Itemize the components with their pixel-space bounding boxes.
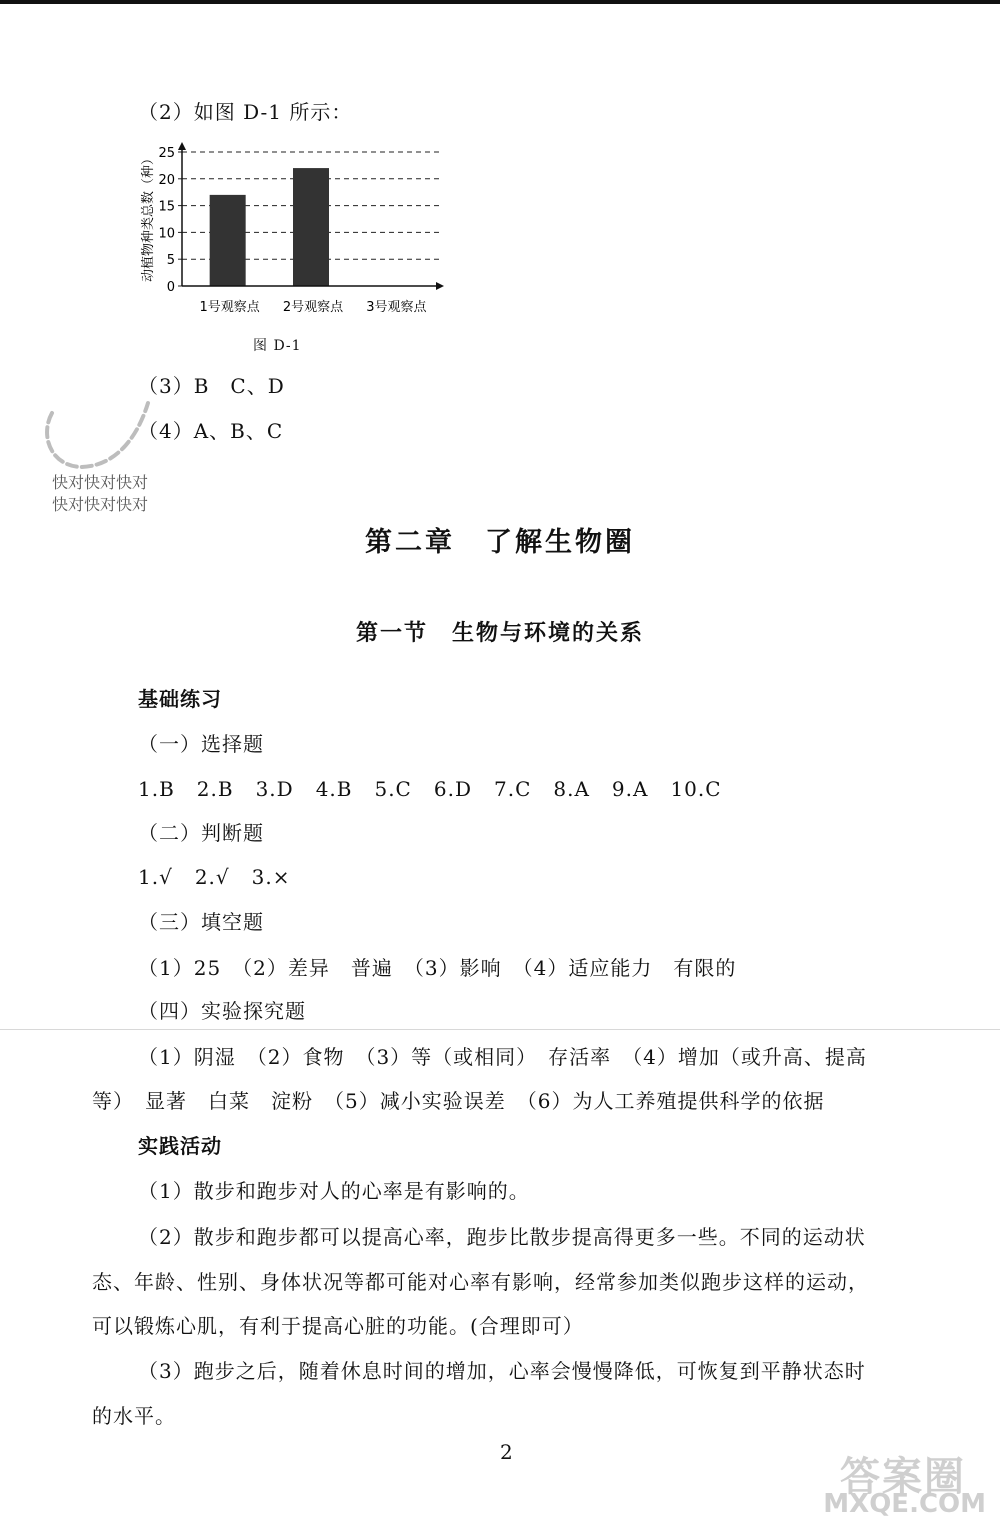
- section-title: 第一节 生物与环境的关系: [355, 621, 644, 646]
- experiment-answers-line-2: 等） 显著 白菜 淀粉 （5）减小实验误差 （6）为人工养殖提供科学的依据: [92, 1089, 825, 1113]
- scan-divider: [0, 1029, 1000, 1030]
- y-axis-label: 动植物种类总数（种）: [141, 151, 156, 283]
- corner-logo-domain: MXQE.COM: [823, 1489, 986, 1519]
- choice-answers: [138, 776, 744, 802]
- y-tick-label-0: 0: [166, 280, 175, 295]
- x-category-label-2: 2号观察点: [282, 300, 344, 315]
- corner-logo-text: 答案圈: [840, 1454, 966, 1500]
- choice-answer-3: 3.D: [255, 777, 294, 801]
- bar-1: [210, 195, 246, 286]
- practice-answer-1: （1）散步和跑步对人的心率是有影响的。: [138, 1179, 530, 1203]
- choice-answer-4: 4.B: [315, 777, 353, 801]
- choice-answer-6: 6.D: [433, 777, 472, 801]
- question-3-answer: （3）B C、D: [138, 374, 285, 398]
- judge-heading: （二）判断题: [138, 821, 264, 845]
- top-border: [0, 0, 1000, 4]
- watermark-line-1: 快对快对快对: [52, 473, 149, 492]
- bar-2: [293, 168, 329, 286]
- choice-answer-8: 8.A: [553, 777, 590, 801]
- y-axis-arrow: [178, 142, 186, 150]
- basic-practice-heading: 基础练习: [138, 687, 222, 711]
- experiment-heading: （四）实验探究题: [138, 999, 306, 1023]
- choice-answer-2: 2.B: [196, 777, 234, 801]
- fill-answers: （1）25 （2）差异 普遍 （3）影响 （4）适应能力 有限的: [138, 956, 737, 980]
- judge-answer-2: 2.√: [194, 865, 230, 889]
- choice-heading: （一）选择题: [138, 732, 264, 756]
- x-category-label-3: 3号观察点: [366, 300, 427, 315]
- bar-chart-d1: [132, 140, 452, 340]
- x-axis-arrow: [436, 282, 444, 290]
- figure-caption: 图 D-1: [253, 338, 302, 354]
- choice-answer-7: 7.C: [493, 777, 532, 801]
- practice-answer-2-line-3: 可以锻炼心肌，有利于提高心脏的功能。(合理即可）: [92, 1314, 584, 1338]
- practice-answer-2-line-1: （2）散步和跑步都可以提高心率，跑步比散步提高得更多一些。不同的运动状: [138, 1225, 866, 1249]
- chapter-title: 第二章 了解生物圈: [365, 527, 635, 558]
- watermark-line-2: 快对快对快对: [52, 495, 149, 514]
- judge-answer-1: 1.√: [138, 865, 173, 889]
- experiment-answers-line-1: （1）阴湿 （2）食物 （3）等（或相同） 存活率 （4）增加（或升高、提高: [138, 1045, 867, 1069]
- judge-answers: [138, 864, 313, 890]
- corner-watermark-logo: [806, 1445, 986, 1525]
- practice-answer-3-line-2: 的水平。: [92, 1404, 176, 1428]
- y-tick-label-25: 25: [158, 146, 175, 161]
- fill-heading: （三）填空题: [138, 910, 264, 934]
- y-tick-label-10: 10: [158, 226, 175, 242]
- x-category-label-1: 1号观察点: [199, 300, 260, 315]
- y-tick-label-15: 15: [158, 199, 175, 215]
- practice-answer-2-line-2: 态、年龄、性别、身体状况等都可能对心率有影响，经常参加类似跑步这样的运动，: [92, 1270, 869, 1294]
- page-number: 2: [500, 1440, 513, 1464]
- choice-answer-10: 10.C: [670, 777, 722, 801]
- practice-activity-heading: 实践活动: [138, 1134, 222, 1158]
- practice-answer-3-line-1: （3）跑步之后，随着休息时间的增加，心率会慢慢降低，可恢复到平静状态时: [138, 1359, 866, 1383]
- choice-answer-9: 9.A: [611, 777, 649, 801]
- question-4-answer: （4）A、B、C: [138, 419, 284, 443]
- question-2-intro: （2）如图 D-1 所示：: [138, 100, 353, 124]
- choice-answer-1: 1.B: [138, 777, 175, 801]
- y-tick-label-20: 20: [158, 172, 175, 188]
- judge-answer-3: 3.×: [251, 865, 291, 889]
- y-tick-label-5: 5: [166, 253, 175, 269]
- choice-answer-5: 5.C: [374, 777, 412, 801]
